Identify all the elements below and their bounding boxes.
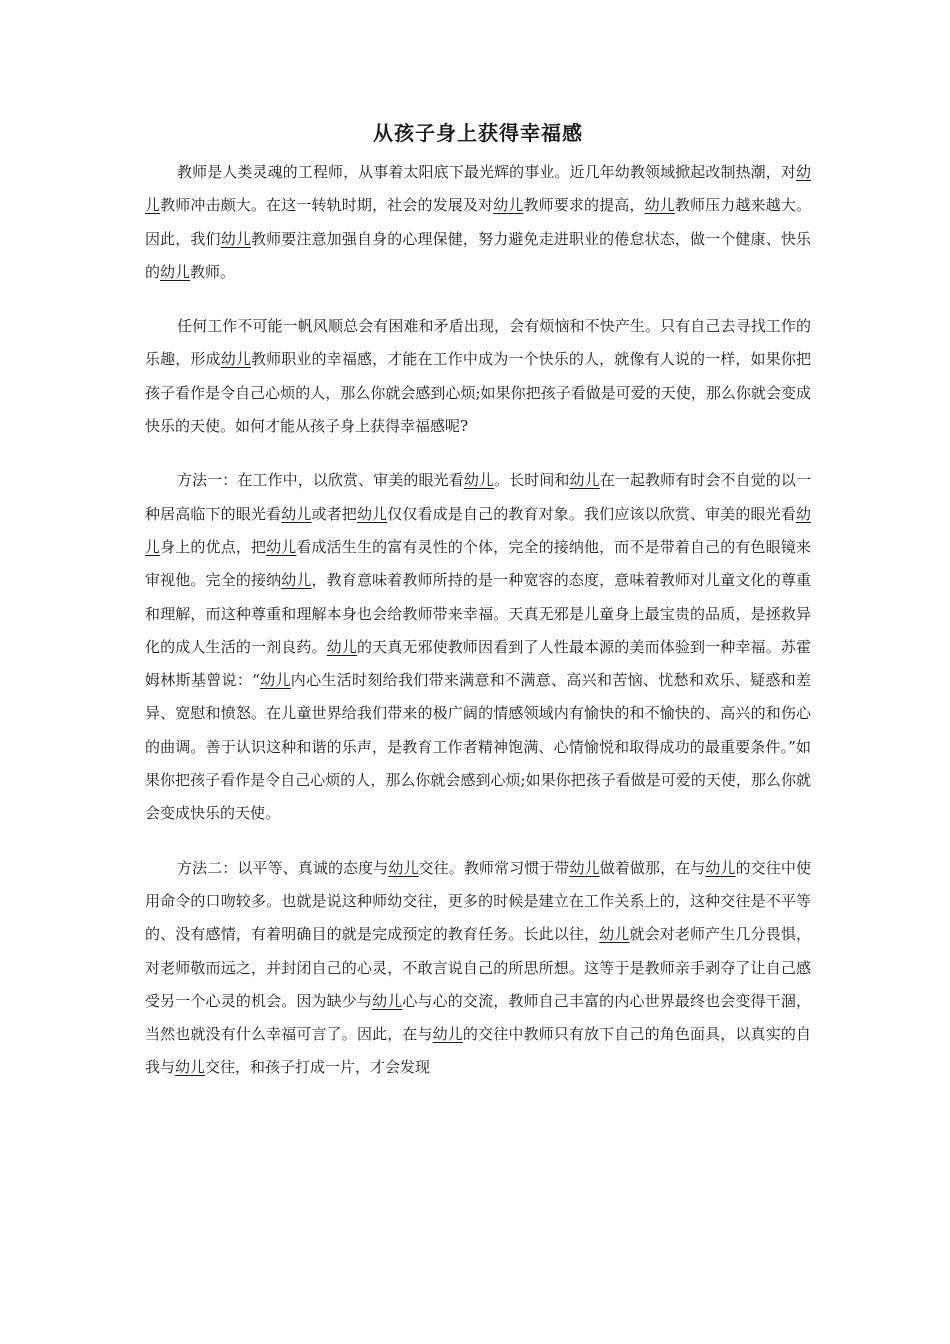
- paragraph-text: 教师。: [190, 262, 236, 281]
- keyword-link[interactable]: 幼儿: [145, 504, 811, 556]
- paragraph-text: 或者把: [311, 504, 357, 523]
- paragraph-text: 看成活生生的富有灵性的个体，完全的接纳他，而不是带着自己的有色眼镜来审视他。完全的接纳: [145, 537, 811, 590]
- paragraph-text: 方法一：在工作中，以欣赏、审美的眼光看: [177, 471, 464, 490]
- keyword-link[interactable]: 幼儿: [220, 229, 251, 248]
- keyword-link[interactable]: 幼儿: [388, 858, 419, 877]
- paragraph-text: 教师是人类灵魂的工程师，从事着太阳底下最光辉的事业。近几年幼教领域掀起改制热潮，对: [177, 163, 796, 181]
- paragraph-text: 。长时间和: [494, 471, 570, 490]
- paragraph-text: 做着做那，在与: [599, 858, 706, 877]
- paragraph-text: 的交往中教师只有放下自己的角色面具，以真实的自我与: [145, 1025, 811, 1077]
- paragraph-text: 教师要求的提高，: [523, 196, 645, 215]
- paragraph-text: 就会对老师产生几分畏惧，对老师敬而远之，并封闭自己的心灵，不敢言说自己的所思所想。这等于是教师亲手剥夺了让自己感受另一个心灵的机会。因为缺少与: [145, 925, 811, 1010]
- keyword-link[interactable]: 幼儿: [463, 471, 495, 490]
- paragraph-text: 教师冲击颇大。在这一转轨时期，社会的发展及对: [160, 196, 494, 215]
- paragraph-text: 教师要注意加强自身的心理保健，努力避免走进职业的倦怠状态，做一个健康、快乐的: [145, 229, 811, 281]
- keyword-link[interactable]: 幼儿: [259, 671, 291, 690]
- paragraph-text: 在一起教师有时会不自觉的以一种居高临下的眼光看: [145, 471, 811, 523]
- keyword-link[interactable]: 幼儿: [266, 537, 297, 556]
- keyword-link[interactable]: 幼儿: [644, 196, 675, 215]
- paragraph-text: 方法二：以平等、真诚的态度与: [177, 858, 389, 877]
- keyword-link[interactable]: 幼儿: [145, 163, 811, 215]
- keyword-link[interactable]: 幼儿: [281, 504, 312, 523]
- paragraph-text: 教师压力越来越大。因此，我们: [145, 196, 811, 248]
- paragraph-text: 心与心的交流，教师自己丰富的内心世界最终也会变得干涸，当然也就没有什么幸福可言了。因此，在与: [145, 991, 811, 1044]
- keyword-link[interactable]: 幼儿: [599, 925, 630, 944]
- paragraph-text: 教师职业的幸福感，才能在工作中成为一个快乐的人，就像有人说的一样，如果你把孩子看作是令自己心烦的人，那么你就会感到心烦;如果你把孩子看做是可爱的天使，那么你就会变成快乐的天使。如何才能从孩子身上获得幸福感呢?: [145, 350, 811, 436]
- keyword-link[interactable]: 幼儿: [493, 196, 524, 215]
- keyword-link[interactable]: 幼儿: [705, 858, 736, 877]
- paragraph-text: 交往，和孩子打成一片，才会发现: [205, 1058, 431, 1077]
- keyword-link[interactable]: 幼儿: [160, 262, 191, 281]
- keyword-link[interactable]: 幼儿: [175, 1058, 206, 1077]
- keyword-link[interactable]: 幼儿: [372, 991, 403, 1010]
- paragraph: [145, 464, 811, 830]
- paragraph: [145, 852, 811, 1085]
- paragraph-text: 仅仅看成是自己的教育对象。我们应该以欣赏、审美的眼光看: [387, 504, 796, 523]
- document-page: [145, 118, 811, 1106]
- paragraph-text: 的天真无邪使教师因看到了人性最本源的美而体验到一种幸福。苏霍姆林斯基曾说：“: [145, 637, 811, 690]
- paragraph-text: 任何工作不可能一帆风顺总会有困难和矛盾出现，会有烦恼和不快产生。只有自己去寻找工作的乐趣，形成: [145, 317, 811, 369]
- paragraph: [145, 156, 811, 289]
- paragraph-text: 身上的优点，把: [160, 537, 267, 556]
- paragraph-text: 内心生活时刻给我们带来满意和不满意、高兴和苦恼、忧愁和欢乐、疑惑和差异、宽慰和愤怒。在儿童世界给我们带来的极广阔的情感领域内有愉快的和不愉快的、高兴的和伤心的曲调。善于认识这种和谐的乐声，是教育工作者精神饱满、心情愉悦和取得成功的最重要条件。”如果你把孩子看作是令自己心烦的人，那么你就会感到心烦;如果你把孩子看做是可爱的天使，那么你就会变成快乐的天使。: [145, 671, 811, 823]
- keyword-link[interactable]: 幼儿: [326, 637, 357, 656]
- paragraph-text: ，教育意味着教师所持的是一种宽容的态度，意味着教师对儿童文化的尊重和理解，而这种尊重和理解本身也会给教师带来幸福。天真无邪是儿童身上最宝贵的品质，是拯救异化的成人生活的一剂良药。: [145, 571, 811, 656]
- paragraph-text: 的交往中使用命令的口吻较多。也就是说这种师幼交往，更多的时候是建立在工作关系上的，这种交往是不平等的、没有感情，有着明确目的就是完成预定的教育任务。长此以往，: [145, 858, 811, 944]
- keyword-link[interactable]: 幼儿: [356, 504, 388, 523]
- document-title: 从孩子身上获得幸福感: [373, 121, 583, 145]
- keyword-link[interactable]: 幼儿: [569, 858, 600, 877]
- paragraph-text: 交往。教师常习惯于带: [418, 858, 570, 877]
- paragraph: [145, 310, 811, 443]
- keyword-link[interactable]: 幼儿: [569, 471, 600, 490]
- document-body: [145, 156, 811, 1085]
- keyword-link[interactable]: 幼儿: [432, 1025, 463, 1044]
- keyword-link[interactable]: 幼儿: [281, 571, 312, 590]
- keyword-link[interactable]: 幼儿: [220, 350, 251, 369]
